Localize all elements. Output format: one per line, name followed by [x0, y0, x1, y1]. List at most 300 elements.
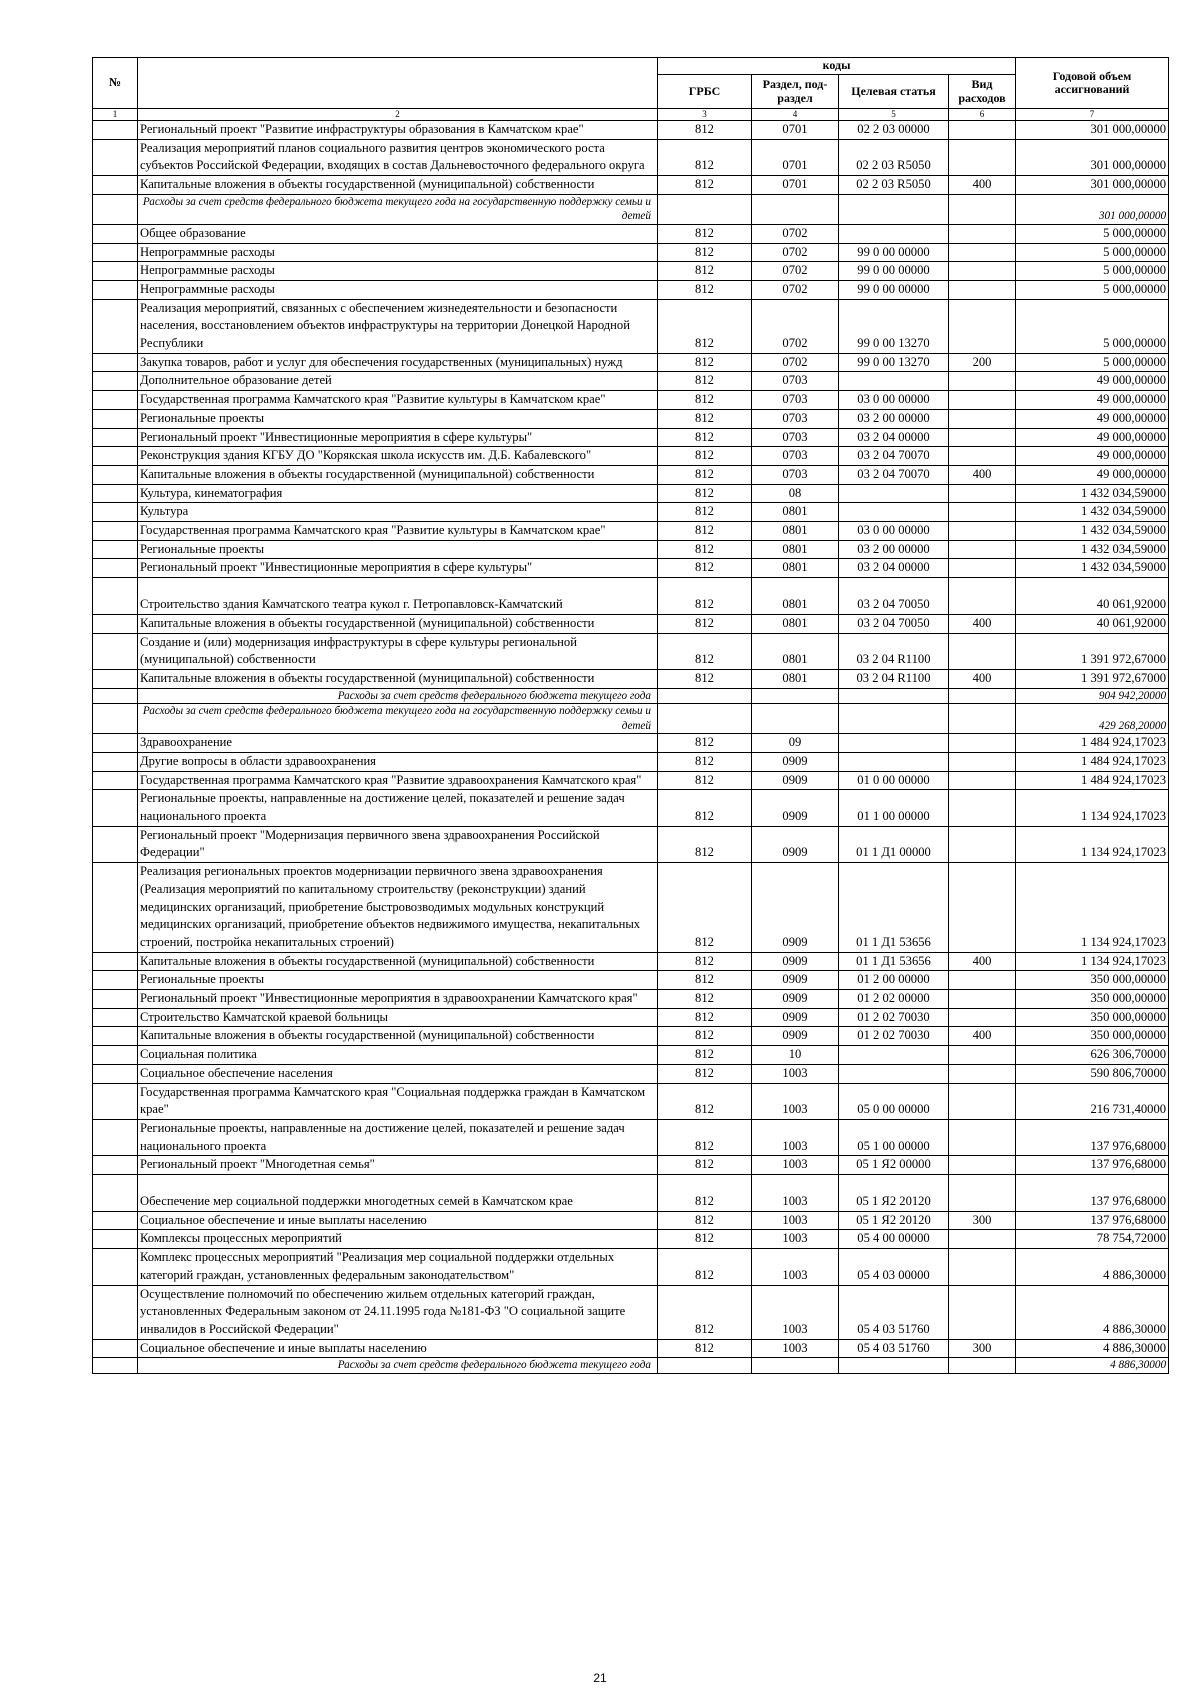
row-razdel-cell: 0701: [752, 139, 839, 175]
row-num-cell: [93, 409, 138, 428]
row-razdel-cell: 0703: [752, 372, 839, 391]
row-vr-cell: [949, 484, 1016, 503]
table-row: [93, 280, 1169, 299]
row-sum-cell: 49 000,00000: [1016, 372, 1169, 391]
row-grbs-cell: 812: [658, 447, 752, 466]
row-razdel-cell: 0703: [752, 428, 839, 447]
col-number: 4: [752, 109, 839, 121]
row-sum-cell: 1 432 034,59000: [1016, 503, 1169, 522]
row-grbs-cell: 812: [658, 1175, 752, 1212]
col-number: 1: [93, 109, 138, 121]
row-name-cell: Непрограммные расходы: [138, 280, 658, 299]
row-razdel-cell: 1003: [752, 1156, 839, 1175]
row-sum-cell: 1 484 924,17023: [1016, 771, 1169, 790]
row-vr-cell: [949, 633, 1016, 669]
row-razdel-cell: 0909: [752, 752, 839, 771]
row-razdel-cell: 0701: [752, 176, 839, 195]
row-grbs-cell: 812: [658, 1285, 752, 1339]
row-razdel-cell: [752, 1358, 839, 1374]
row-num-cell: [93, 503, 138, 522]
row-name-cell: Непрограммные расходы: [138, 243, 658, 262]
row-num-cell: [93, 863, 138, 953]
row-grbs-cell: 812: [658, 1211, 752, 1230]
row-num-cell: [93, 559, 138, 578]
row-razdel-cell: 0702: [752, 353, 839, 372]
row-vr-cell: [949, 1083, 1016, 1119]
row-name-cell: Капитальные вложения в объекты государственной (муниципальной) собственности: [138, 669, 658, 688]
row-grbs-cell: 812: [658, 752, 752, 771]
row-cs-cell: 01 1 00 00000: [839, 790, 949, 826]
row-cs-cell: 03 0 00 00000: [839, 391, 949, 410]
row-razdel-cell: 0909: [752, 826, 839, 862]
table-row: [93, 752, 1169, 771]
row-vr-cell: [949, 1156, 1016, 1175]
row-name-cell: Региональный проект "Многодетная семья": [138, 1156, 658, 1175]
row-vr-cell: [949, 243, 1016, 262]
row-razdel-cell: [752, 194, 839, 224]
row-grbs-cell: 812: [658, 1083, 752, 1119]
row-cs-cell: 02 2 03 R5050: [839, 139, 949, 175]
row-name-cell: Региональные проекты: [138, 540, 658, 559]
row-name-cell: Непрограммные расходы: [138, 262, 658, 281]
row-razdel-cell: 0909: [752, 1008, 839, 1027]
row-razdel-cell: 0703: [752, 447, 839, 466]
row-razdel-cell: 1003: [752, 1083, 839, 1119]
row-razdel-cell: 0801: [752, 540, 839, 559]
row-sum-cell: 1 134 924,17023: [1016, 826, 1169, 862]
table-row: [93, 863, 1169, 953]
row-razdel-cell: 1003: [752, 1249, 839, 1285]
row-sum-cell: 5 000,00000: [1016, 299, 1169, 353]
row-num-cell: [93, 243, 138, 262]
table-row: [93, 391, 1169, 410]
row-razdel-cell: 1003: [752, 1119, 839, 1155]
table-row: [93, 1064, 1169, 1083]
row-sum-cell: 49 000,00000: [1016, 428, 1169, 447]
row-grbs-cell: 812: [658, 262, 752, 281]
row-sum-cell: 301 000,00000: [1016, 194, 1169, 224]
row-vr-cell: 400: [949, 465, 1016, 484]
row-grbs-cell: [658, 194, 752, 224]
table-row: [93, 176, 1169, 195]
row-sum-cell: 40 061,92000: [1016, 614, 1169, 633]
row-cs-cell: [839, 1064, 949, 1083]
table-row: [93, 262, 1169, 281]
row-num-cell: [93, 688, 138, 704]
row-grbs-cell: 812: [658, 863, 752, 953]
row-cs-cell: 99 0 00 00000: [839, 262, 949, 281]
table-header: [93, 58, 1169, 121]
row-grbs-cell: 812: [658, 578, 752, 615]
row-name-cell: Строительство здания Камчатского театра кукол г. Петропавловск-Камчатский: [138, 578, 658, 615]
row-razdel-cell: 1003: [752, 1211, 839, 1230]
row-grbs-cell: 812: [658, 952, 752, 971]
row-sum-cell: 4 886,30000: [1016, 1285, 1169, 1339]
row-sum-cell: 1 134 924,17023: [1016, 952, 1169, 971]
row-name-cell: Социальная политика: [138, 1046, 658, 1065]
row-name-cell: Капитальные вложения в объекты государственной (муниципальной) собственности: [138, 176, 658, 195]
row-num-cell: [93, 1175, 138, 1212]
table-row: [93, 614, 1169, 633]
row-cs-cell: 02 2 03 00000: [839, 121, 949, 140]
row-grbs-cell: 812: [658, 1339, 752, 1358]
row-grbs-cell: 812: [658, 139, 752, 175]
row-razdel-cell: 1003: [752, 1175, 839, 1212]
row-num-cell: [93, 990, 138, 1009]
row-razdel-cell: 0702: [752, 224, 839, 243]
row-grbs-cell: 812: [658, 1119, 752, 1155]
row-grbs-cell: 812: [658, 790, 752, 826]
row-grbs-cell: 812: [658, 503, 752, 522]
table-row: [93, 1083, 1169, 1119]
row-razdel-cell: 0702: [752, 243, 839, 262]
row-razdel-cell: [752, 704, 839, 734]
row-name-cell: Реализация мероприятий планов социального развития центров экономического роста субъектов Российской Федерации, входящих в состав Дальневосточного федерального округа: [138, 139, 658, 175]
row-num-cell: [93, 790, 138, 826]
row-num-cell: [93, 540, 138, 559]
row-razdel-cell: 0702: [752, 262, 839, 281]
row-cs-cell: [839, 688, 949, 704]
row-name-cell: Общее образование: [138, 224, 658, 243]
row-grbs-cell: 812: [658, 1008, 752, 1027]
row-num-cell: [93, 826, 138, 862]
row-cs-cell: [839, 1358, 949, 1374]
row-grbs-cell: 812: [658, 522, 752, 541]
row-razdel-cell: 0801: [752, 503, 839, 522]
row-grbs-cell: [658, 704, 752, 734]
row-sum-cell: 137 976,68000: [1016, 1211, 1169, 1230]
row-vr-cell: [949, 704, 1016, 734]
row-cs-cell: [839, 224, 949, 243]
row-vr-cell: [949, 826, 1016, 862]
row-num-cell: [93, 391, 138, 410]
table-row: [93, 243, 1169, 262]
row-sum-cell: 1 134 924,17023: [1016, 790, 1169, 826]
row-razdel-cell: 0909: [752, 771, 839, 790]
row-sum-cell: 5 000,00000: [1016, 224, 1169, 243]
table-note-row: [93, 704, 1169, 734]
row-sum-cell: 626 306,70000: [1016, 1046, 1169, 1065]
table-row: [93, 1156, 1169, 1175]
row-name-cell: Региональные проекты: [138, 409, 658, 428]
row-cs-cell: 99 0 00 13270: [839, 353, 949, 372]
row-name-cell: Обеспечение мер социальной поддержки многодетных семей в Камчатском крае: [138, 1175, 658, 1212]
row-razdel-cell: 0801: [752, 614, 839, 633]
row-cs-cell: 05 0 00 00000: [839, 1083, 949, 1119]
row-grbs-cell: 812: [658, 243, 752, 262]
row-num-cell: [93, 1064, 138, 1083]
row-name-cell: Социальное обеспечение и иные выплаты населению: [138, 1211, 658, 1230]
table-row: [93, 465, 1169, 484]
row-num-cell: [93, 262, 138, 281]
table-row: [93, 121, 1169, 140]
row-num-cell: [93, 771, 138, 790]
row-num-cell: [93, 372, 138, 391]
row-cs-cell: 05 4 00 00000: [839, 1230, 949, 1249]
table-note-row: [93, 1358, 1169, 1374]
row-grbs-cell: 812: [658, 353, 752, 372]
row-sum-cell: 1 134 924,17023: [1016, 863, 1169, 953]
row-sum-cell: 137 976,68000: [1016, 1156, 1169, 1175]
table-row: [93, 428, 1169, 447]
row-name-cell: Региональные проекты, направленные на достижение целей, показателей и решение задач национального проекта: [138, 790, 658, 826]
row-razdel-cell: 0703: [752, 465, 839, 484]
row-cs-cell: 05 1 Я2 00000: [839, 1156, 949, 1175]
row-vr-cell: [949, 1119, 1016, 1155]
row-razdel-cell: [752, 688, 839, 704]
row-sum-cell: 5 000,00000: [1016, 280, 1169, 299]
row-grbs-cell: 812: [658, 734, 752, 753]
row-grbs-cell: 812: [658, 372, 752, 391]
row-name-cell: Региональный проект "Модернизация первичного звена здравоохранения Российской Федерации": [138, 826, 658, 862]
row-vr-cell: [949, 299, 1016, 353]
row-num-cell: [93, 734, 138, 753]
row-razdel-cell: 0702: [752, 299, 839, 353]
row-num-cell: [93, 465, 138, 484]
row-grbs-cell: [658, 1358, 752, 1374]
row-vr-cell: [949, 540, 1016, 559]
row-grbs-cell: [658, 688, 752, 704]
row-vr-cell: [949, 1175, 1016, 1212]
row-vr-cell: [949, 1008, 1016, 1027]
col-number: 7: [1016, 109, 1169, 121]
row-grbs-cell: 812: [658, 484, 752, 503]
row-cs-cell: 05 1 00 00000: [839, 1119, 949, 1155]
row-vr-cell: [949, 522, 1016, 541]
row-sum-cell: 78 754,72000: [1016, 1230, 1169, 1249]
row-cs-cell: 01 2 02 70030: [839, 1027, 949, 1046]
row-vr-cell: [949, 409, 1016, 428]
row-cs-cell: [839, 372, 949, 391]
row-cs-cell: 03 2 04 70050: [839, 578, 949, 615]
row-name-cell: Дополнительное образование детей: [138, 372, 658, 391]
row-vr-cell: 400: [949, 669, 1016, 688]
row-razdel-cell: 0909: [752, 971, 839, 990]
row-num-cell: [93, 1230, 138, 1249]
table-row: [93, 1339, 1169, 1358]
row-sum-cell: 216 731,40000: [1016, 1083, 1169, 1119]
row-vr-cell: [949, 771, 1016, 790]
row-cs-cell: [839, 484, 949, 503]
row-vr-cell: [949, 559, 1016, 578]
row-name-cell: Культура: [138, 503, 658, 522]
row-sum-cell: 49 000,00000: [1016, 465, 1169, 484]
row-sum-cell: 301 000,00000: [1016, 121, 1169, 140]
budget-table: [92, 57, 1169, 1374]
row-sum-cell: 590 806,70000: [1016, 1064, 1169, 1083]
row-grbs-cell: 812: [658, 633, 752, 669]
table-row: [93, 578, 1169, 615]
row-name-cell: Государственная программа Камчатского края "Социальная поддержка граждан в Камчатском крае": [138, 1083, 658, 1119]
row-grbs-cell: 812: [658, 409, 752, 428]
row-vr-cell: [949, 990, 1016, 1009]
row-name-cell: Расходы за счет средств федерального бюджета текущего года на государственную поддержку семьи и детей: [138, 194, 658, 224]
row-sum-cell: 49 000,00000: [1016, 409, 1169, 428]
table-note-row: [93, 688, 1169, 704]
row-vr-cell: 200: [949, 353, 1016, 372]
row-name-cell: Реализация региональных проектов модернизации первичного звена здравоохранения (Реализация мероприятий по капитальному строительству (реконструкции) зданий медицинских организаций, приобретение быстровозводимых модульных конструкций медицинских организаций, приобретение объектов недвижимого имущества, некапитальных строений, постройка некапитальных строений): [138, 863, 658, 953]
row-vr-cell: [949, 1230, 1016, 1249]
col-number: 2: [138, 109, 658, 121]
table-row: [93, 952, 1169, 971]
row-vr-cell: 400: [949, 952, 1016, 971]
row-sum-cell: 5 000,00000: [1016, 243, 1169, 262]
row-num-cell: [93, 1249, 138, 1285]
row-vr-cell: [949, 224, 1016, 243]
row-grbs-cell: 812: [658, 176, 752, 195]
row-cs-cell: 99 0 00 00000: [839, 243, 949, 262]
row-razdel-cell: 0801: [752, 522, 839, 541]
row-sum-cell: 5 000,00000: [1016, 353, 1169, 372]
row-razdel-cell: 0909: [752, 952, 839, 971]
row-num-cell: [93, 1027, 138, 1046]
row-num-cell: [93, 139, 138, 175]
table-row: [93, 1008, 1169, 1027]
row-vr-cell: [949, 1358, 1016, 1374]
row-grbs-cell: 812: [658, 391, 752, 410]
row-cs-cell: 01 2 02 00000: [839, 990, 949, 1009]
row-cs-cell: [839, 503, 949, 522]
table-row: [93, 1230, 1169, 1249]
row-razdel-cell: 0909: [752, 863, 839, 953]
row-razdel-cell: 0909: [752, 990, 839, 1009]
table-row: [93, 1119, 1169, 1155]
row-num-cell: [93, 1156, 138, 1175]
row-cs-cell: 03 2 04 R1100: [839, 669, 949, 688]
row-vr-cell: [949, 262, 1016, 281]
row-grbs-cell: 812: [658, 1249, 752, 1285]
row-vr-cell: [949, 121, 1016, 140]
row-grbs-cell: 812: [658, 1046, 752, 1065]
table-row: [93, 1249, 1169, 1285]
row-razdel-cell: 0909: [752, 1027, 839, 1046]
row-razdel-cell: 10: [752, 1046, 839, 1065]
row-name-cell: Другие вопросы в области здравоохранения: [138, 752, 658, 771]
row-vr-cell: [949, 971, 1016, 990]
row-vr-cell: [949, 447, 1016, 466]
row-razdel-cell: 0801: [752, 669, 839, 688]
table-row: [93, 503, 1169, 522]
row-cs-cell: 03 2 00 00000: [839, 409, 949, 428]
row-cs-cell: 03 2 00 00000: [839, 540, 949, 559]
row-cs-cell: 01 1 Д1 53656: [839, 863, 949, 953]
row-razdel-cell: 0703: [752, 391, 839, 410]
row-vr-cell: [949, 428, 1016, 447]
row-num-cell: [93, 669, 138, 688]
table-row: [93, 353, 1169, 372]
row-name-cell: Закупка товаров, работ и услуг для обеспечения государственных (муниципальных) нужд: [138, 353, 658, 372]
row-cs-cell: 99 0 00 13270: [839, 299, 949, 353]
row-vr-cell: [949, 752, 1016, 771]
row-name-cell: Региональный проект "Инвестиционные мероприятия в здравоохранении Камчатского края": [138, 990, 658, 1009]
header-codes: коды: [658, 58, 1016, 75]
row-vr-cell: [949, 734, 1016, 753]
row-grbs-cell: 812: [658, 299, 752, 353]
row-num-cell: [93, 176, 138, 195]
row-num-cell: [93, 952, 138, 971]
row-name-cell: Комплексы процессных мероприятий: [138, 1230, 658, 1249]
row-sum-cell: 1 484 924,17023: [1016, 734, 1169, 753]
row-vr-cell: 400: [949, 614, 1016, 633]
table-row: [93, 734, 1169, 753]
row-razdel-cell: 0702: [752, 280, 839, 299]
row-razdel-cell: 0701: [752, 121, 839, 140]
row-name-cell: Региональный проект "Инвестиционные мероприятия в сфере культуры": [138, 559, 658, 578]
row-vr-cell: [949, 1064, 1016, 1083]
row-cs-cell: 03 0 00 00000: [839, 522, 949, 541]
table-row: [93, 540, 1169, 559]
table-row: [93, 971, 1169, 990]
row-sum-cell: 429 268,20000: [1016, 704, 1169, 734]
header-razdel: Раздел, под-раздел: [752, 75, 839, 109]
row-sum-cell: 1 432 034,59000: [1016, 522, 1169, 541]
row-num-cell: [93, 428, 138, 447]
row-sum-cell: 40 061,92000: [1016, 578, 1169, 615]
row-name-cell: Осуществление полномочий по обеспечению жильем отдельных категорий граждан, установленных Федеральным законом от 24.11.1995 года №181-ФЗ "О социальной защите инвалидов в Российской Федерации": [138, 1285, 658, 1339]
table-row: [93, 771, 1169, 790]
row-razdel-cell: 0703: [752, 409, 839, 428]
row-sum-cell: 350 000,00000: [1016, 990, 1169, 1009]
row-cs-cell: [839, 734, 949, 753]
row-sum-cell: 350 000,00000: [1016, 971, 1169, 990]
table-row: [93, 447, 1169, 466]
row-sum-cell: 5 000,00000: [1016, 262, 1169, 281]
row-vr-cell: [949, 1285, 1016, 1339]
table-row: [93, 633, 1169, 669]
row-vr-cell: [949, 372, 1016, 391]
header-sum: Годовой объем ассигнований: [1016, 58, 1169, 109]
row-sum-cell: 1 432 034,59000: [1016, 540, 1169, 559]
row-name-cell: Капитальные вложения в объекты государственной (муниципальной) собственности: [138, 465, 658, 484]
row-sum-cell: 4 886,30000: [1016, 1358, 1169, 1374]
row-name-cell: Строительство Камчатской краевой больницы: [138, 1008, 658, 1027]
row-cs-cell: 05 1 Я2 20120: [839, 1211, 949, 1230]
table-row: [93, 1175, 1169, 1212]
table-row: [93, 559, 1169, 578]
row-vr-cell: 400: [949, 1027, 1016, 1046]
row-num-cell: [93, 353, 138, 372]
row-vr-cell: [949, 688, 1016, 704]
row-grbs-cell: 812: [658, 1064, 752, 1083]
document-page: [92, 57, 1168, 1374]
row-razdel-cell: 0801: [752, 559, 839, 578]
row-num-cell: [93, 1119, 138, 1155]
row-grbs-cell: 812: [658, 280, 752, 299]
row-cs-cell: 03 2 04 70070: [839, 447, 949, 466]
page-number: 21: [593, 1671, 607, 1685]
row-vr-cell: 400: [949, 176, 1016, 195]
table-row: [93, 990, 1169, 1009]
row-name-cell: Реализация мероприятий, связанных с обеспечением жизнедеятельности и безопасности населения, восстановлением объектов инфраструктуры на территории Донецкой Народной Республики: [138, 299, 658, 353]
row-sum-cell: 301 000,00000: [1016, 139, 1169, 175]
row-num-cell: [93, 614, 138, 633]
row-grbs-cell: 812: [658, 1156, 752, 1175]
col-number: 6: [949, 109, 1016, 121]
row-cs-cell: 05 4 03 51760: [839, 1339, 949, 1358]
row-cs-cell: 99 0 00 00000: [839, 280, 949, 299]
row-sum-cell: 350 000,00000: [1016, 1027, 1169, 1046]
row-cs-cell: 01 0 00 00000: [839, 771, 949, 790]
row-num-cell: [93, 224, 138, 243]
table-row: [93, 224, 1169, 243]
row-num-cell: [93, 522, 138, 541]
row-sum-cell: 4 886,30000: [1016, 1249, 1169, 1285]
row-vr-cell: [949, 863, 1016, 953]
row-grbs-cell: 812: [658, 121, 752, 140]
row-razdel-cell: 1003: [752, 1339, 839, 1358]
row-vr-cell: [949, 391, 1016, 410]
row-cs-cell: 02 2 03 R5050: [839, 176, 949, 195]
